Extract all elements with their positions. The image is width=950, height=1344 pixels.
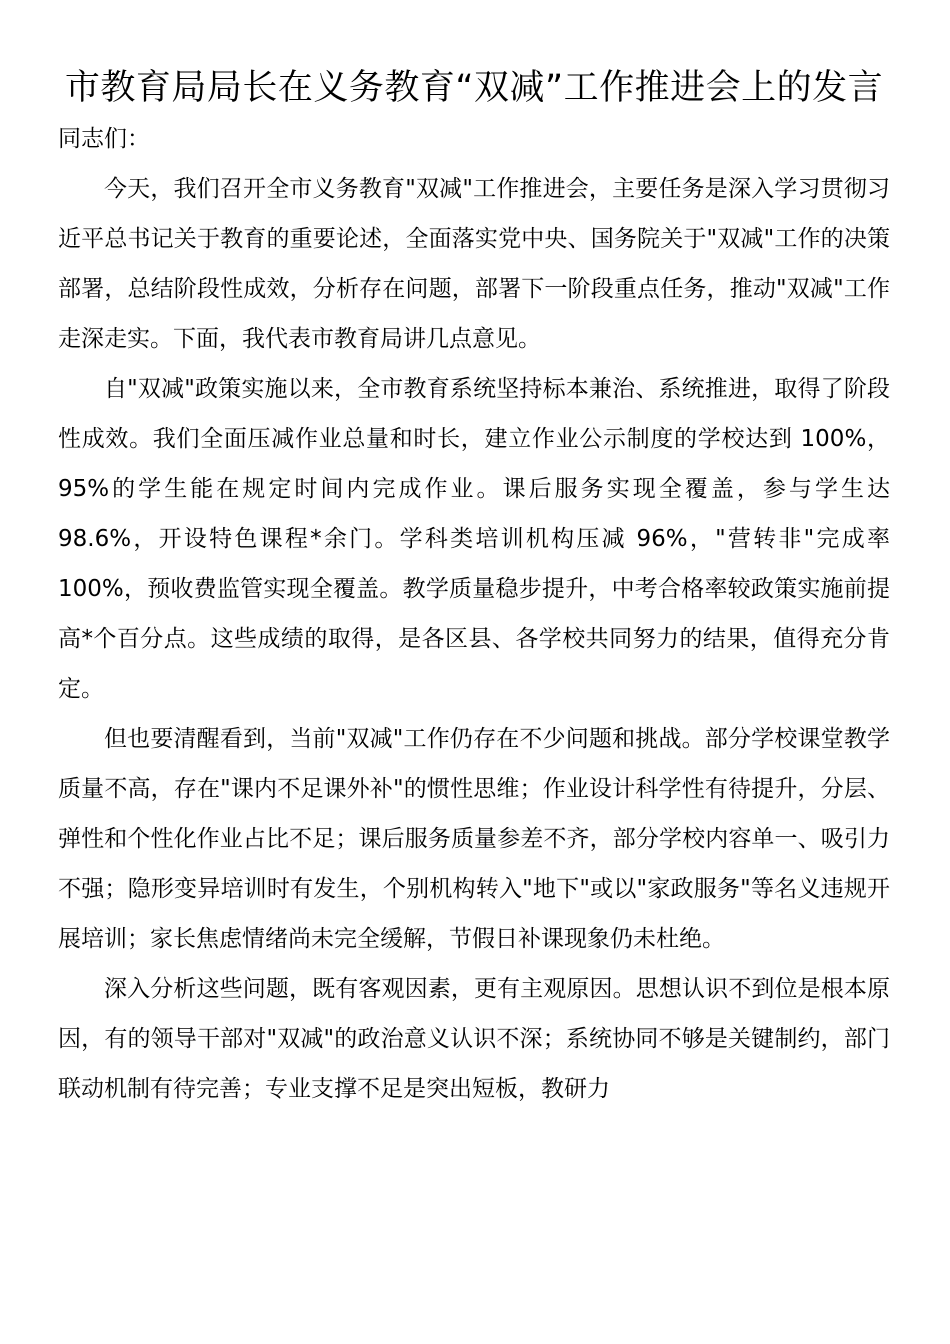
salutation: 同志们： — [58, 126, 150, 152]
paragraph-problems: 但也要清醒看到，当前"双减"工作仍存在不少问题和挑战。部分学校课堂教学质量不高，存在"课内不足课外补"的惯性思维；作业设计科学性有待提升，分层、弹性和个性化作业占比不足；课后服务质量参差不齐，部分学校内容单一、吸引力不强；隐形变异培训时有发生，个别机构转入"地下"或以"家政服务"等名义违规开展培训；家长焦虑情绪尚未完全缓解，节假日补课现象仍未杜绝。 — [58, 726, 890, 952]
paragraph-achievements: 自"双减"政策实施以来，全市教育系统坚持标本兼治、系统推进，取得了阶段性成效。我们全面压减作业总量和时长，建立作业公示制度的学校达到 100%，95%的学生能在规定时间内完成作业。课后服务实现全覆盖，参与学生达 98.6%，开设特色课程*余门。学科类培训机构压减 96%，"营转非"完成率 100%，预收费监管实现全覆盖。教学质量稳步提升，中考合格率较政策实施前提高*个百分点。这些成绩的取得，是各区县、各学校共同努力的结果，值得充分肯定。 — [58, 376, 890, 702]
document-title: 市教育局局长在义务教育“双减”工作推进会上的发言 — [64, 68, 884, 108]
paragraph-opening: 今天，我们召开全市义务教育"双减"工作推进会，主要任务是深入学习贯彻习近平总书记关于教育的重要论述，全面落实党中央、国务院关于"双减"工作的决策部署，总结阶段性成效，分析存在问题，部署下一阶段重点任务，推动"双减"工作走深走实。下面，我代表市教育局讲几点意见。 — [58, 176, 890, 352]
paragraph-analysis: 深入分析这些问题，既有客观因素，更有主观原因。思想认识不到位是根本原因，有的领导干部对"双减"的政治意义认识不深；系统协同不够是关键制约，部门联动机制有待完善；专业支撑不足是突出短板，教研力 — [58, 976, 890, 1102]
